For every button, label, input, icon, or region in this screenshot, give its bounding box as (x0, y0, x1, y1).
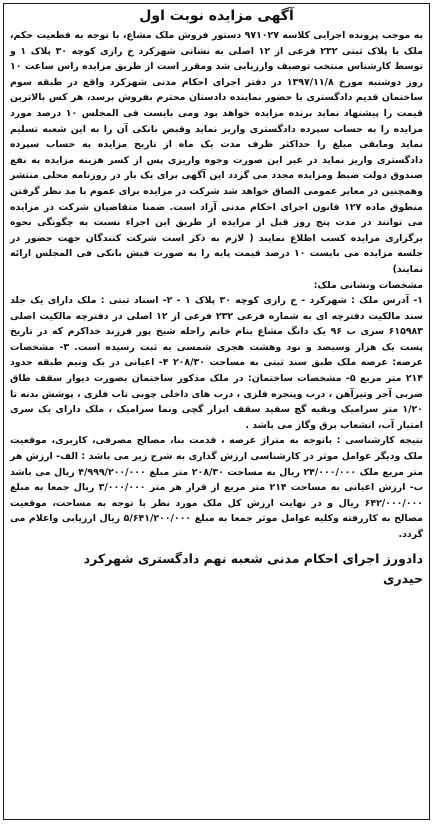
notice-intro-paragraph: به موجب پرونده اجرایی کلاسه ۹۷۱۰۲۷ دستور فروش ملک مشاع، با توجه به قطعیت حکم، ملک با پلاک ثبتی ۲۳۲ فرعی از ۱۲ اصلی به نشانی شهرکرد خ رازی کوچه ۳۰ پلاک ۱ و توسط کارشناس منتخب توصیف وارزیابی شد ومقرر است از طریق مزایده راس ساعت ۱۰ روز دوشنبه مورخ ۱۳۹۷/۱۱/۸ در دفتر اجرای احکام مدنی شهرکرد واقع در طبقه سوم ساختمان قدیم دادگستری با حضور نماینده دادستان محترم بفروش برسد، هر کس بالاترین قیمت را پیشنهاد نماید برنده مزایده خواهد بود ومی بایست فی المجلس ۱۰ درصد مورد مزایده را به حساب سپرده دادگستری واریز نماید وقبض بانکی آن را به این شعبه تسلیم نماید ومابقی مبلغ را حداکثر ظرف مدت یک ماه از تاریخ مزایده به حساب سپرده دادگستری واریز نماید در غیر این صورت وجوه واریزی پس از کسر هزینه مزایده به نفع صندوق دولت ضبط ومزایده مجدد می گردد این آگهی برای یک بار در روزنامه محلی منتشر وهمچنین در معابر عمومی الصاق خواهد شد شرکت در مزایده برای عموم با مد نظر گرفتن منطوق ماده ۱۲۷ قانون اجرای احکام مدنی آزاد است. ضمنا متقاضیان شرکت در مزایده می توانند در مدت پنج روز قبل از مزایده از طریق این اجراء نسبت به چگونگی نحوه برگزاری مزایده کسب اطلاع نمایند ( لازم به ذکر است شرکت کنندگان جهت حضور در جلسه مزایده می بایست ۱۰ درصد قیمت پایه را به صورت فیش بانکی فی المجلس ارائه نمایند) (10, 30, 423, 275)
notice-title: آگهی مزایده نوبت اول (139, 8, 294, 24)
property-specs-paragraph: ۱- آدرس ملک : شهرکرد - خ رازی کوچه ۳۰ پلاک ۱ - ۲- اسناد ثبتی : ملک دارای یک جلد سند مالکیت دفترچه ای به شماره فرعی ۲۳۲ فرعی از ۱۲ اصلی در دفترچه مالکیت اصلی ۶۱۵۹۸۳ سری ب ۹۶ یک دانگ مشاع بنام خانم راحله شیخ پور فرزند خداکرم که در تاریخ پست یک هزار وسیصد و نود وهشت هجری شمسی به ثبت رسیده است. ۳- مشخصات عرصه: عرصه ملک طبق سند ثبتی به مساحت ۲۰۸/۳۰ ۴- اعیانی در یک ونیم طبقه حدود ۲۱۴ متر مربع ۵- مشخصات ساختمان: در ملک مذکور ساختمان بصورت دیوار سقف طاق ضربی آجر وتیرآهن ، درب وپنجره فلزی ، درب های داخلی چوبی تاب فلزی ، پوشش بدنه تا ۱/۲۰ متر سرامیک وبقیه گچ سفید سقف ابزار گچی ونما سرامیک ، ملک دارای یک سری امتیاز آب، انشعاب برق وگاز می باشد . (10, 295, 424, 431)
signature-title: دادورز اجرای احکام مدنی شعبه نهم دادگستری شهرکرد (83, 550, 423, 566)
signature-name: حیدری (383, 570, 423, 586)
appraisal-result-paragraph: نتیجه کارشناسی : باتوجه به متراژ عرصه ، قدمت بنا، مصالح مصرفی، کاربری، موقعیت ملک ودیگر عوامل موثر در کارشناسی ارزش گذاری به شرح زیر می باشد : الف- ارزش هر متر مربع ملک ۲۴/۰۰۰/۰۰۰ ریال به مساحت ۲۰۸/۳۰ متر مبلغ ۴/۹۹۹/۲۰۰/۰۰۰ ریال می باشد ب- ارزش اعیانی به مساحت ۲۱۴ متر مربع از قرار هر متر ۳/۰۰۰/۰۰۰ ریال جمعا به مبلغ ۶۴۲/۰۰۰/۰۰۰ ریال و در نهایت ارزش کل ملک مورد نظر با توجه به مساحت، موقعیت مصالح به کاررفته وکلیه عوامل موثر جمعا به مبلغ ۵/۶۴۱/۲۰۰/۰۰۰ ریال ارزیابی واعلام می گردد. (10, 435, 424, 540)
auction-notice (3, 3, 430, 820)
signature-block (10, 549, 423, 589)
property-specs-heading: مشخصات ونشانی ملک: (313, 279, 423, 291)
